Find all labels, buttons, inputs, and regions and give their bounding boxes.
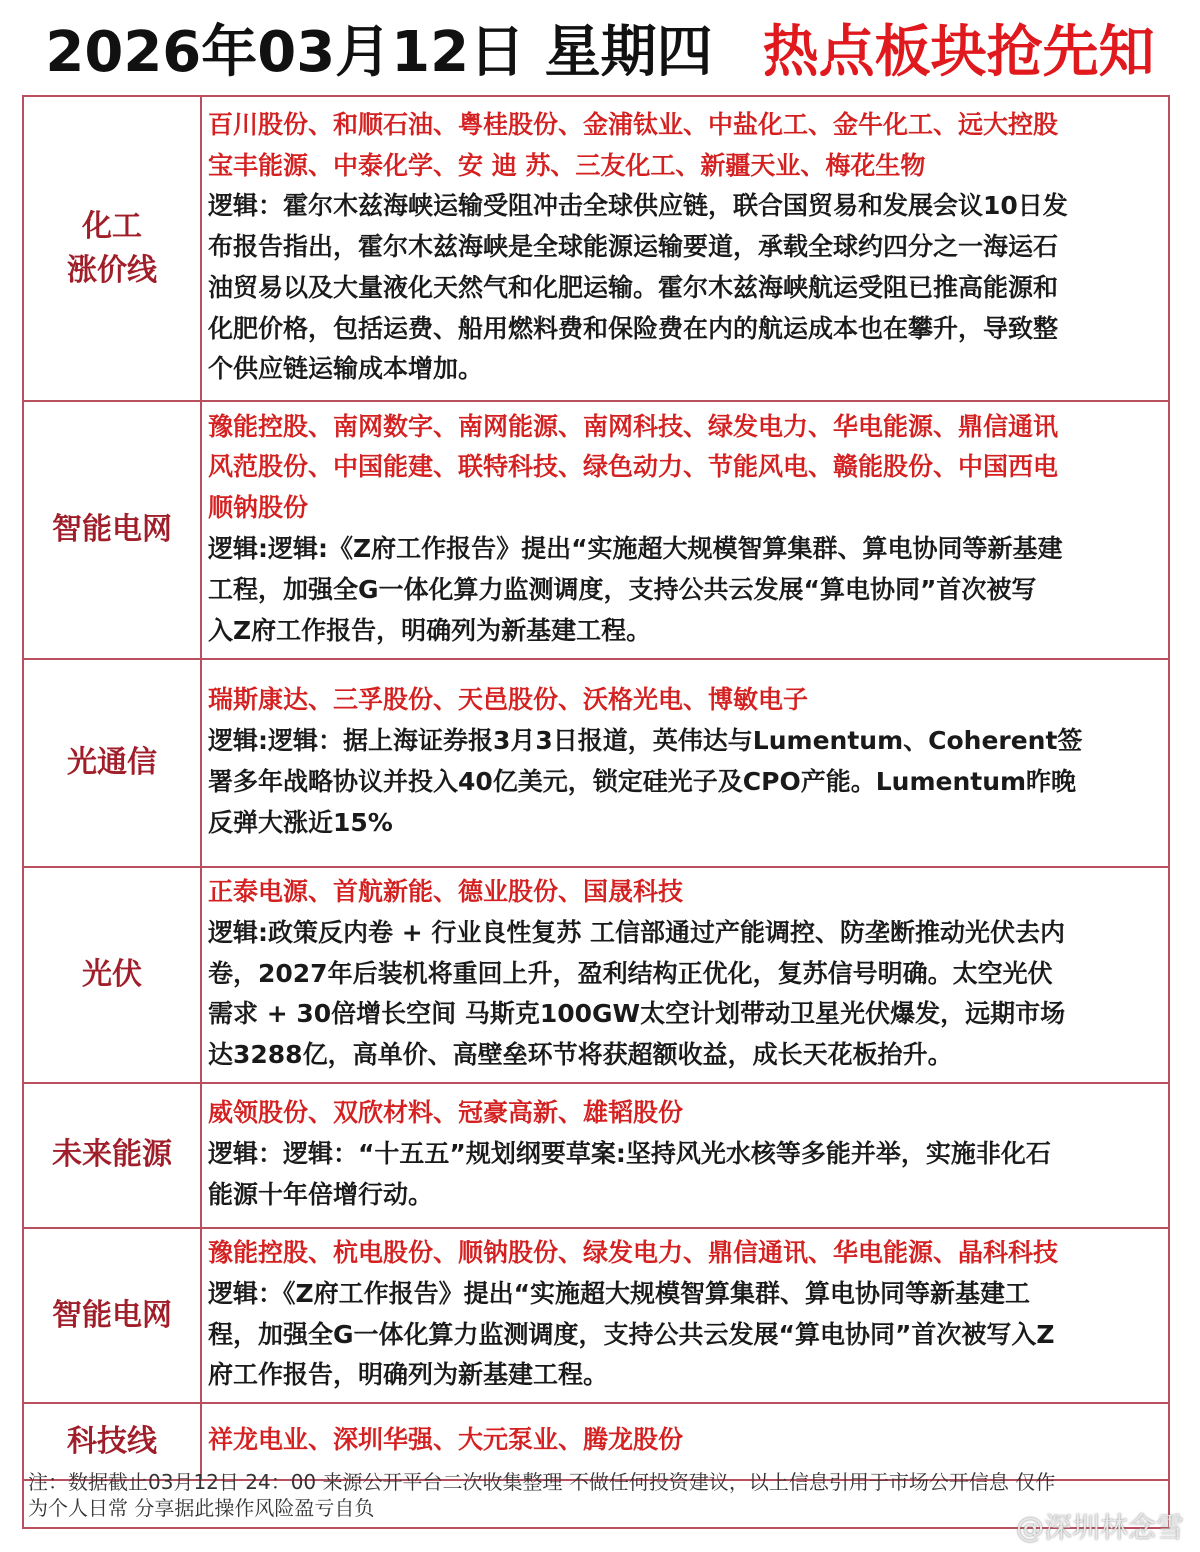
logic-text: 油贸易以及大量液化天然气和化肥运输。霍尔木兹海峡航运受阻已推高能源和 — [208, 272, 1059, 302]
category-label: 未来能源 — [52, 1137, 172, 1173]
stock-list: 豫能控股、杭电股份、顺钠股份、绿发电力、鼎信通讯、华电能源、晶科科技 — [208, 1237, 1059, 1267]
logic-text: 逻辑：霍尔木兹海峡运输受阻冲击全球供应链，联合国贸易和发展会议10日发 — [208, 191, 1068, 221]
sector-row — [23, 867, 1169, 1083]
sector-category — [23, 1083, 201, 1228]
logic-text: 逻辑：逻辑：“十五五”规划纲要草案:坚持风光水核等多能并举，实施非化石 — [208, 1139, 1051, 1169]
stock-list: 瑞斯康达、三孚股份、天邑股份、沃格光电、博敏电子 — [208, 685, 809, 715]
sector-row — [23, 659, 1169, 867]
category-label: 光通信 — [67, 745, 157, 780]
sector-content — [201, 659, 1169, 867]
stock-list: 风范股份、中国能建、联特科技、绿色动力、节能风电、赣能股份、中国西电 — [208, 452, 1059, 482]
category-label: 科技线 — [67, 1423, 157, 1459]
watermark: @深圳林念雪 — [1015, 1511, 1184, 1544]
stock-list: 威领股份、双欣材料、冠豪高新、雄韬股份 — [208, 1098, 684, 1128]
category-label: 涨价线 — [67, 252, 157, 288]
logic-text: 反弹大涨近15% — [208, 807, 393, 837]
category-label: 光伏 — [82, 956, 142, 992]
sector-row — [23, 1228, 1169, 1403]
category-label: 化工 — [82, 208, 142, 244]
sector-row — [23, 1083, 1169, 1228]
stock-list: 正泰电源、首航新能、德业股份、国晟科技 — [208, 877, 684, 906]
logic-text: 府工作报告，明确列为新基建工程。 — [208, 1360, 609, 1390]
stock-list: 百川股份、和顺石油、粤桂股份、金浦钛业、中盐化工、金牛化工、远大控股 — [208, 109, 1059, 139]
sector-category — [23, 659, 201, 867]
logic-text: 布报告指出，霍尔木兹海峡是全球能源运输要道，承载全球约四分之一海运石 — [208, 232, 1059, 262]
logic-text: 能源十年倍增行动。 — [208, 1179, 434, 1209]
sector-content — [201, 1083, 1169, 1228]
stock-list: 宝丰能源、中泰化学、安 迪 苏、三友化工、新疆天业、梅花生物 — [208, 150, 926, 180]
sector-category — [23, 401, 201, 659]
logic-text: 逻辑:政策反内卷 + 行业良性复苏 工信部通过产能调控、防垄断推动光伏去内 — [208, 917, 1066, 947]
stock-list: 顺钠股份 — [208, 493, 309, 523]
category-label: 智能电网 — [52, 512, 172, 547]
category-label: 智能电网 — [52, 1297, 172, 1333]
logic-text: 需求 + 30倍增长空间 马斯克100GW太空计划带动卫星光伏爆发，远期市场 — [208, 999, 1066, 1029]
logic-text: 达3288亿，高单价、高壁垒环节将获超额收益，成长天花板抬升。 — [208, 1040, 953, 1070]
logic-text: 程，加强全G一体化算力监测调度，支持公共云发展“算电协同”首次被写入Z — [208, 1319, 1055, 1349]
logic-text: 逻辑：《Z府工作报告》提出“实施超大规模智算集群、算电协同等新基建工 — [208, 1278, 1031, 1308]
page-title — [0, 0, 1200, 95]
logic-text: 卷，2027年后装机将重回上升，盈利结构正优化，复苏信号明确。太空光伏 — [208, 958, 1053, 988]
sector-category — [23, 867, 201, 1083]
logic-text: 逻辑:逻辑:《Z府工作报告》提出“实施超大规模智算集群、算电协同等新基建 — [208, 534, 1063, 563]
sector-content — [201, 867, 1169, 1083]
logic-text: 化肥价格，包括运费、船用燃料费和保险费在内的航运成本也在攀升，导致整 — [208, 313, 1059, 343]
logic-text: 逻辑:逻辑：据上海证券报3月3日报道，英伟达与Lumentum、Coherent签 — [208, 726, 1083, 756]
sector-category — [23, 1228, 201, 1403]
sector-row — [23, 401, 1169, 659]
sector-content — [201, 401, 1169, 659]
logic-text: 署多年战略协议并投入40亿美元，锁定硅光子及CPO产能。Lumentum昨晚 — [208, 767, 1077, 796]
footer-line: 为个人日常 分享据此操作风险盈亏自负 — [28, 1496, 375, 1520]
footer-note — [22, 1465, 1170, 1529]
logic-text: 个供应链运输成本增加。 — [208, 354, 484, 384]
sector-category — [23, 96, 201, 401]
stock-list: 祥龙电业、深圳华强、大元泵业、腾龙股份 — [208, 1425, 684, 1455]
sector-content — [201, 96, 1169, 401]
sector-content — [201, 1228, 1169, 1403]
logic-text: 工程，加强全G一体化算力监测调度，支持公共云发展“算电协同”首次被写 — [208, 574, 1037, 604]
sector-row — [23, 96, 1169, 401]
logic-text: 入Z府工作报告，明确列为新基建工程。 — [208, 615, 652, 645]
stock-list: 豫能控股、南网数字、南网能源、南网科技、绿发电力、华电能源、鼎信通讯 — [208, 411, 1059, 441]
title-date: 2026年03月12日 星期四 — [45, 19, 713, 85]
title-headline: 热点板块抢先知 — [762, 19, 1155, 85]
sector-table — [22, 95, 1170, 1481]
footer-line: 注：数据截止03月12日 24：00 来源公开平台二次收集整理 不做任何投资建议，以上信息引用于市场公开信息 仅作 — [28, 1470, 1056, 1494]
